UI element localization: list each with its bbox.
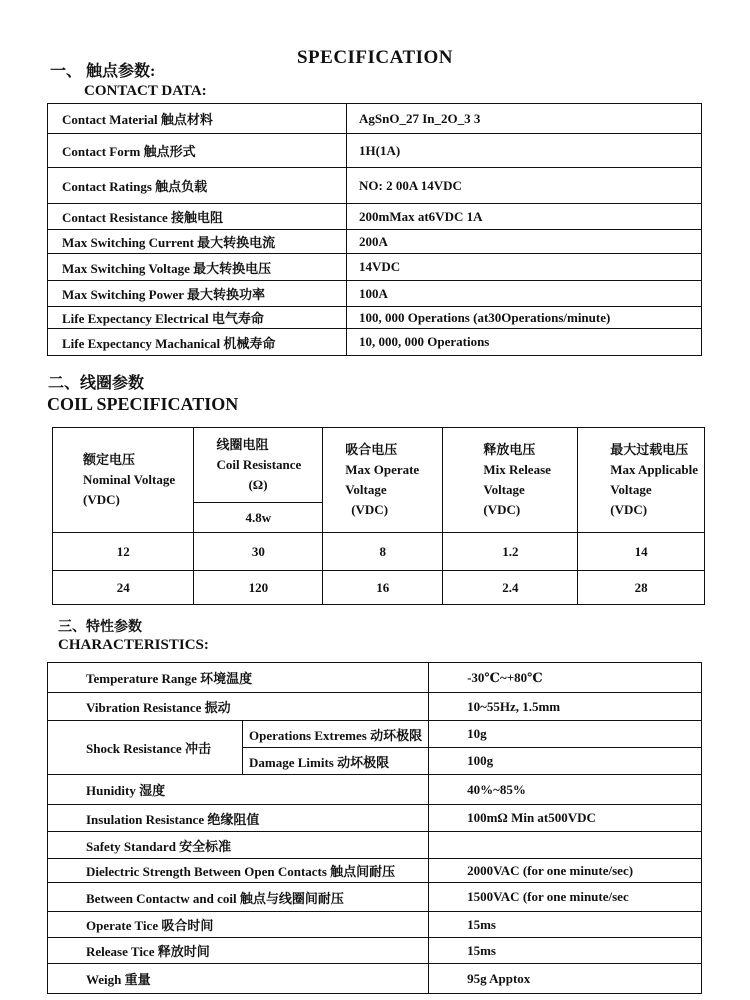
- header-line: Voltage: [483, 482, 525, 497]
- row-label: Max Switching Current 最大转换电流: [48, 230, 347, 254]
- resistance-cell: 120: [194, 571, 323, 605]
- shock-sub-label: Operations Extremes 动环极限: [243, 721, 429, 748]
- characteristics-table: [47, 662, 702, 994]
- row-label: Contact Ratings 触点负载: [48, 168, 347, 204]
- header-line: (Ω): [248, 477, 268, 492]
- max-applicable-header: [578, 428, 705, 533]
- nominal-cell: 24: [53, 571, 194, 605]
- operate-cell: 16: [323, 571, 443, 605]
- row-label: Contact Material 触点材料: [48, 104, 347, 134]
- release-cell: 1.2: [443, 533, 578, 571]
- table-row: [48, 912, 702, 938]
- row-label: Between Contactw and coil 触点与线圈间耐压: [48, 883, 429, 912]
- table-row: [48, 805, 702, 832]
- row-label: Max Switching Power 最大转换功率: [48, 281, 347, 307]
- contact-heading-en: CONTACT DATA:: [84, 83, 207, 99]
- table-row: [48, 134, 702, 168]
- shock-label: Shock Resistance 冲击: [48, 721, 243, 775]
- row-value: 15ms: [429, 912, 702, 938]
- coil-spec-table: [52, 427, 705, 605]
- header-line: (VDC): [610, 502, 648, 517]
- table-row: [48, 775, 702, 805]
- header-line: Max Applicable: [610, 462, 698, 477]
- header-line: Coil Resistance: [216, 457, 302, 472]
- operate-cell: 8: [323, 533, 443, 571]
- header-line: 吸合电压: [345, 442, 398, 457]
- row-value: 15ms: [429, 938, 702, 964]
- nominal-voltage-header: [53, 428, 194, 533]
- header-line: (VDC): [483, 502, 521, 517]
- row-label: Temperature Range 环境温度: [48, 663, 429, 693]
- header-line: Nominal Voltage: [83, 472, 176, 487]
- table-row: [48, 168, 702, 204]
- nominal-cell: 12: [53, 533, 194, 571]
- row-value: 100A: [347, 281, 702, 307]
- row-value: 200mMax at6VDC 1A: [347, 204, 702, 230]
- table-row: [48, 938, 702, 964]
- table-row: [48, 883, 702, 912]
- row-label: Vibration Resistance 振动: [48, 693, 429, 721]
- row-value: NO: 2 00A 14VDC: [347, 168, 702, 204]
- table-row: [48, 307, 702, 329]
- max-operate-header: [323, 428, 443, 533]
- row-value: -30℃~+80℃: [429, 663, 702, 693]
- header-line: Voltage: [610, 482, 652, 497]
- table-row: [48, 230, 702, 254]
- header-line: 释放电压: [483, 442, 536, 457]
- row-value: 10g: [429, 721, 702, 748]
- row-label: Contact Resistance 接触电阻: [48, 204, 347, 230]
- shock-sub-label: Damage Limits 动坏极限: [243, 748, 429, 775]
- table-row: [53, 571, 705, 605]
- contact-heading-cn: 一、 触点参数:: [50, 63, 156, 80]
- header-line: Voltage: [345, 482, 387, 497]
- table-row: [48, 281, 702, 307]
- row-value: 40%~85%: [429, 775, 702, 805]
- header-line: (VDC): [351, 502, 389, 517]
- header-line: Max Operate: [345, 462, 420, 477]
- header-line: Mix Release: [483, 462, 551, 477]
- table-row: [48, 254, 702, 281]
- applicable-cell: 14: [578, 533, 705, 571]
- row-value: 2000VAC (for one minute/sec): [429, 859, 702, 883]
- row-value: 100, 000 Operations (at30Operations/minute): [347, 307, 702, 329]
- coil-resistance-header: [194, 428, 323, 503]
- table-row: [48, 329, 702, 356]
- applicable-cell: 28: [578, 571, 705, 605]
- coil-heading-cn: 二、线圈参数: [48, 375, 145, 392]
- row-label: Max Switching Voltage 最大转换电压: [48, 254, 347, 281]
- row-value: 95g Apptox: [429, 964, 702, 994]
- row-value: AgSnO_27 In_2O_3 3: [347, 104, 702, 134]
- row-value: 1500VAC (for one minute/sec: [429, 883, 702, 912]
- row-value: 10, 000, 000 Operations: [347, 329, 702, 356]
- table-row: [48, 964, 702, 994]
- table-row: [48, 663, 702, 693]
- row-label: Dielectric Strength Between Open Contacts 触点间耐压: [48, 859, 429, 883]
- row-label: Safety Standard 安全标准: [48, 832, 429, 859]
- table-row: [48, 721, 702, 748]
- contact-data-table: [47, 103, 702, 356]
- resistance-cell: 30: [194, 533, 323, 571]
- coil-heading-en: COIL SPECIFICATION: [47, 394, 239, 414]
- table-row: [53, 533, 705, 571]
- row-value: 100g: [429, 748, 702, 775]
- table-row: [48, 204, 702, 230]
- row-value: 10~55Hz, 1.5mm: [429, 693, 702, 721]
- row-label: Hunidity 湿度: [48, 775, 429, 805]
- row-label: Life Expectancy Machanical 机械寿命: [48, 329, 347, 356]
- row-label: Operate Tice 吸合时间: [48, 912, 429, 938]
- mix-release-header: [443, 428, 578, 533]
- table-row: [48, 104, 702, 134]
- row-value: 14VDC: [347, 254, 702, 281]
- row-label: Insulation Resistance 绝缘阻值: [48, 805, 429, 832]
- header-line: 线圈电阻: [216, 437, 269, 452]
- row-value: 100mΩ Min at500VDC: [429, 805, 702, 832]
- char-heading-cn: 三、特性参数: [58, 620, 142, 635]
- row-label: Life Expectancy Electrical 电气寿命: [48, 307, 347, 329]
- table-row: [48, 693, 702, 721]
- header-line: (VDC): [83, 492, 120, 507]
- table-row: [48, 859, 702, 883]
- row-value: 200A: [347, 230, 702, 254]
- header-line: 额定电压: [83, 452, 136, 467]
- coil-resistance-sub: 4.8w: [194, 503, 323, 533]
- release-cell: 2.4: [443, 571, 578, 605]
- row-value: [429, 832, 702, 859]
- header-line: 最大过载电压: [610, 442, 689, 457]
- char-heading-en: CHARACTERISTICS:: [58, 637, 209, 653]
- row-label: Weigh 重量: [48, 964, 429, 994]
- page-title: SPECIFICATION: [296, 47, 454, 68]
- table-row: [48, 832, 702, 859]
- row-label: Release Tice 释放时间: [48, 938, 429, 964]
- row-value: 1H(1A): [347, 134, 702, 168]
- row-label: Contact Form 触点形式: [48, 134, 347, 168]
